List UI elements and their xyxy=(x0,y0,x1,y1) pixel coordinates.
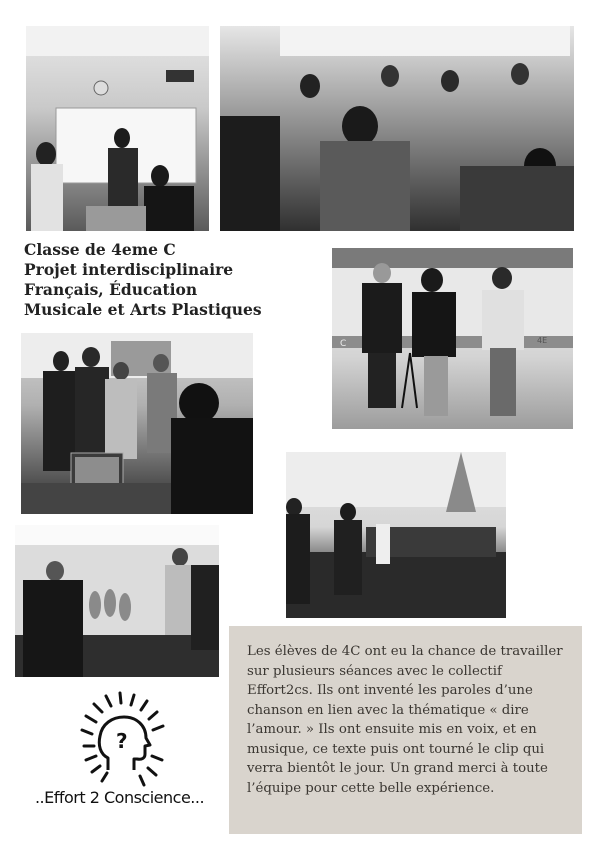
head-question-icon xyxy=(22,690,217,790)
title-line: Classe de 4eme C xyxy=(24,240,176,259)
title-line: Projet interdisciplinaire xyxy=(24,260,234,279)
sign-4e: 4E xyxy=(537,336,548,345)
sign-c: C xyxy=(340,339,347,349)
photo-courtyard-group xyxy=(286,452,506,618)
logo-text: ..Effort 2 Conscience... xyxy=(34,788,205,807)
photo-shadows-wall xyxy=(15,525,219,677)
photo-classroom-whiteboard xyxy=(26,26,209,231)
photo-students-group xyxy=(220,26,574,231)
photo-recording-session xyxy=(21,333,253,514)
photo-outdoor-filming xyxy=(332,248,573,429)
title-line: Musicale et Arts Plastiques xyxy=(24,300,262,319)
description-text: Les élèves de 4C ont eu la chance de travailler sur plusieurs séances avec le collectif Effort2cs. Ils ont inventé les paroles d’une chanson en lien avec la thématique « dire l’amour. » Ils ont ensuite mis en voix, et en musique, ce texte puis ont tourné le clip qui verra bientôt le jour. Un grand merci à toute l’équipe pour cette belle expérience. xyxy=(247,644,563,796)
project-title xyxy=(24,240,314,320)
svg-text:?: ? xyxy=(116,729,128,753)
title-line: Français, Éducation xyxy=(24,280,198,299)
description-box xyxy=(229,626,582,834)
effort2conscience-logo xyxy=(22,690,217,820)
